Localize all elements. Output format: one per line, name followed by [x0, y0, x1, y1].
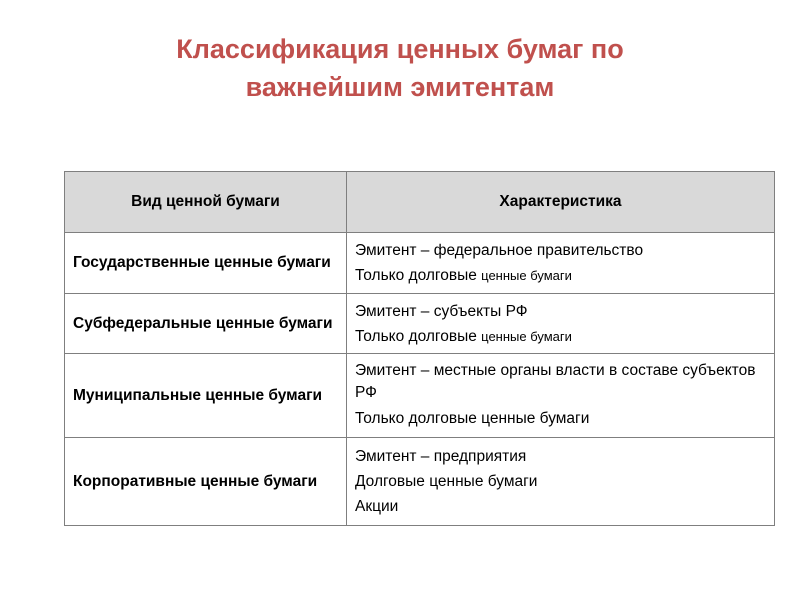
- row-characteristics: [347, 438, 775, 526]
- header-characteristic: Характеристика: [347, 172, 775, 233]
- characteristic-small-text: ценные бумаги: [481, 328, 572, 344]
- characteristic-line: [355, 324, 766, 349]
- title-line-2: важнейшим эмитентам: [245, 72, 555, 102]
- table-row: [65, 354, 775, 438]
- characteristic-text: Только долговые: [355, 327, 482, 345]
- characteristic-line: Эмитент – предприятия: [355, 448, 527, 465]
- row-type: Корпоративные ценные бумаги: [65, 438, 347, 526]
- characteristic-text: Эмитент – федеральное правительство: [355, 242, 644, 259]
- header-type: Вид ценной бумаги: [65, 172, 347, 233]
- table-row: [65, 438, 775, 526]
- row-type: Субфедеральные ценные бумаги: [65, 294, 347, 354]
- title-line-1: Классификация ценных бумаг по: [176, 34, 624, 64]
- row-characteristics: [347, 233, 775, 294]
- characteristic-line: Акции: [355, 498, 399, 515]
- classification-table: [64, 171, 775, 526]
- slide-title: [0, 30, 800, 106]
- characteristic-text: Эмитент – субъекты РФ: [355, 302, 528, 320]
- characteristic-line: [355, 263, 766, 288]
- row-type: Государственные ценные бумаги: [65, 233, 347, 294]
- table-header-row: [65, 172, 775, 233]
- characteristic-line: [355, 299, 766, 324]
- characteristic-line: [355, 238, 766, 263]
- characteristic-line: Долговые ценные бумаги: [355, 473, 538, 490]
- characteristic-line: Только долговые ценные бумаги: [355, 410, 590, 427]
- row-characteristics: [347, 294, 775, 354]
- characteristic-small-text: ценные бумаги: [481, 268, 572, 283]
- characteristic-text: Только долговые: [355, 267, 482, 284]
- table-row: [65, 233, 775, 294]
- table-row: [65, 294, 775, 354]
- characteristic-line: Эмитент – местные органы власти в составе субъектов РФ: [355, 362, 756, 401]
- row-characteristics: [347, 354, 775, 438]
- row-type: Муниципальные ценные бумаги: [65, 354, 347, 438]
